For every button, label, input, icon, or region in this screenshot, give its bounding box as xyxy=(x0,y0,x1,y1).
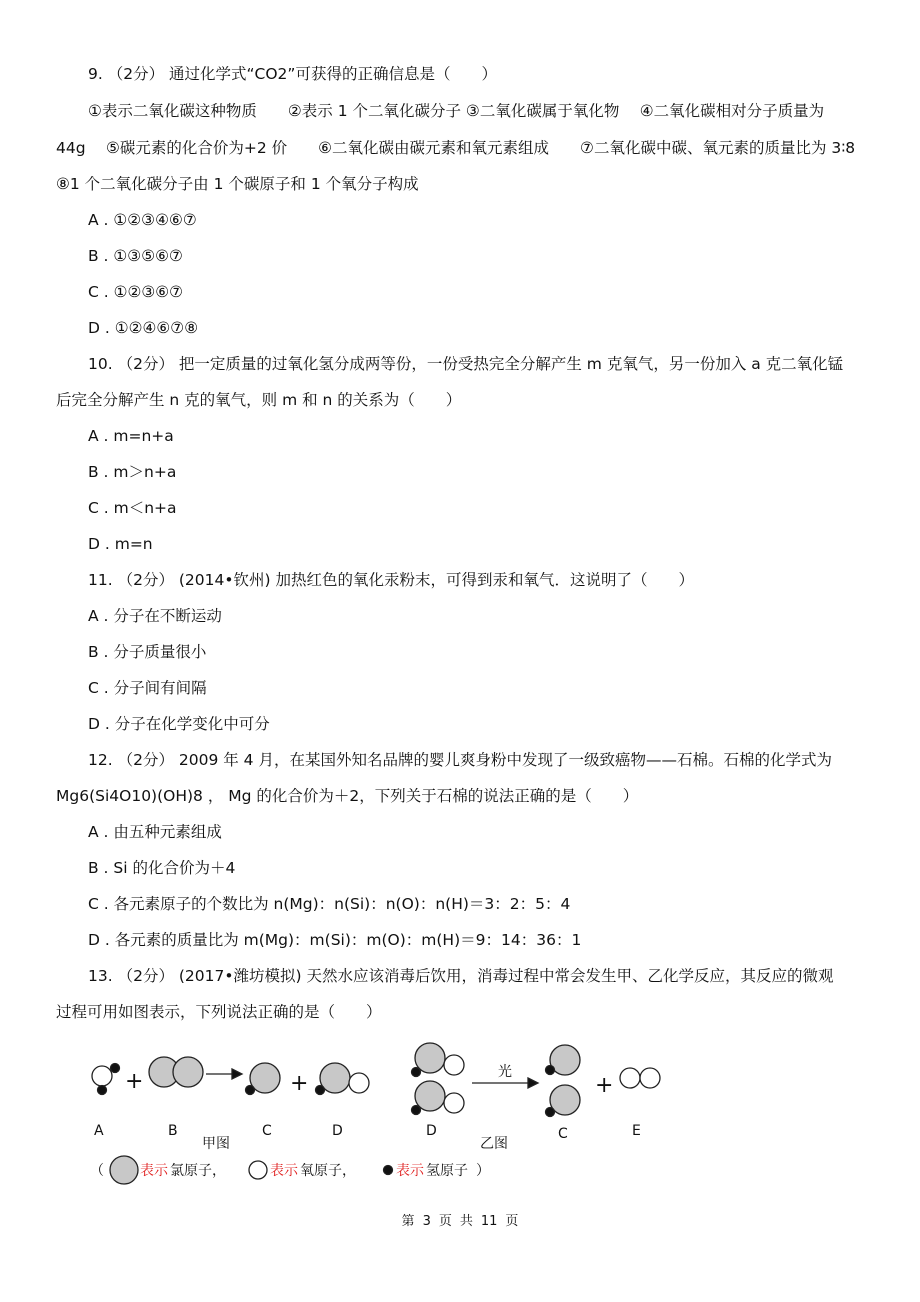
page-footer xyxy=(0,1210,920,1229)
molecule-d xyxy=(316,1063,370,1095)
q13-stem: 13. （2分） (2017•潍坊模拟) 天然水应该消毒后饮用，消毒过程中常会发生甲、乙化学反应，其反应的微观 xyxy=(88,967,834,985)
footer-p3: 共 xyxy=(459,1214,473,1229)
footer-p2: 页 xyxy=(438,1214,452,1229)
legend-h-circle xyxy=(384,1166,393,1175)
light-arrow-head xyxy=(528,1078,538,1088)
legend-open: （ xyxy=(90,1163,104,1179)
molecule-c-bottom xyxy=(546,1085,581,1117)
q9-option-d[interactable]: D . ①②④⑥⑦⑧ xyxy=(88,319,199,337)
legend-close: ） xyxy=(476,1163,490,1179)
plus-sign: + xyxy=(290,1071,309,1096)
footer-page: 3 xyxy=(422,1214,431,1229)
q11-option-d[interactable]: D . 分子在化学变化中可分 xyxy=(88,715,270,733)
q12-option-c[interactable]: C . 各元素原子的个数比为 n(Mg)：n(Si)：n(O)：n(H)＝3：2：5：4 xyxy=(88,895,571,913)
label-c2: C xyxy=(558,1126,568,1142)
arrow-head xyxy=(232,1069,242,1079)
label-b: B xyxy=(168,1123,178,1139)
legend-cl: 氯原子， xyxy=(170,1163,226,1179)
label-e: E xyxy=(632,1123,641,1139)
q12-option-b[interactable]: B . Si 的化合价为＋4 xyxy=(88,859,236,877)
label-jia: 甲图 xyxy=(202,1136,230,1152)
q12-option-d[interactable]: D . 各元素的质量比为 m(Mg)：m(Si)：m(O)：m(H)＝9：14：36：1 xyxy=(88,931,582,949)
molecule-e xyxy=(620,1068,660,1088)
q9-option-a[interactable]: A . ①②③④⑥⑦ xyxy=(88,211,197,229)
q11-option-a[interactable]: A . 分子在不断运动 xyxy=(88,607,222,625)
legend-cl-circle xyxy=(110,1156,138,1184)
q10-option-c[interactable]: C . m＜n+a xyxy=(88,499,177,517)
footer-p4: 页 xyxy=(505,1214,519,1229)
molecule-c xyxy=(246,1063,281,1095)
q11-stem: 11. （2分） (2014•钦州) 加热红色的氧化汞粉末，可得到汞和氧气．这说明了（ ） xyxy=(88,571,694,589)
q9-line3: 44g ⑤碳元素的化合价为+2 价 ⑥二氧化碳由碳元素和氧元素组成 ⑦二氧化碳中碳、氧元素的质量比为 3∶8 xyxy=(56,139,856,157)
q9-line4: ⑧1 个二氧化碳分子由 1 个碳原子和 1 个氧分子构成 xyxy=(56,175,419,193)
q12-stem: 12. （2分） 2009 年 4 月，在某国外知名品牌的婴儿爽身粉中发现了一级致癌物——石棉。石棉的化学式为 xyxy=(88,751,832,769)
label-light: 光 xyxy=(498,1064,512,1080)
plus-sign: + xyxy=(125,1069,144,1094)
legend-represents-3: 表示 xyxy=(396,1163,424,1179)
reaction-diagram xyxy=(80,1040,700,1190)
q11-option-b[interactable]: B . 分子质量很小 xyxy=(88,643,207,661)
q9-line2: ①表示二氧化碳这种物质 ②表示 1 个二氧化碳分子 ③二氧化碳属于氧化物 ④二氧化碳相对分子质量为 xyxy=(88,102,825,120)
molecule-c-top xyxy=(546,1045,581,1075)
q11-option-c[interactable]: C . 分子间有间隔 xyxy=(88,679,207,697)
q9-option-b[interactable]: B . ①③⑤⑥⑦ xyxy=(88,247,183,265)
label-d: D xyxy=(332,1123,343,1139)
label-c: C xyxy=(262,1123,272,1139)
legend-o-circle xyxy=(249,1161,267,1179)
plus-sign: + xyxy=(595,1073,614,1098)
q10-option-b[interactable]: B . m＞n+a xyxy=(88,463,177,481)
molecule-d-top xyxy=(412,1043,465,1077)
legend-represents-2: 表示 xyxy=(270,1163,298,1179)
q10-option-a[interactable]: A . m=n+a xyxy=(88,427,174,445)
legend-o: 氧原子， xyxy=(300,1163,356,1179)
q12-line2: Mg6(Si4O10)(OH)8 ， Mg 的化合价为＋2，下列关于石棉的说法正确的是（ ） xyxy=(56,787,639,805)
label-a: A xyxy=(94,1123,104,1139)
molecule-b xyxy=(149,1057,203,1087)
q10-stem: 10. （2分） 把一定质量的过氧化氢分成两等份，一份受热完全分解产生 m 克氧气，另一份加入 a 克二氧化锰 xyxy=(88,355,844,373)
legend-h: 氢原子 xyxy=(426,1163,468,1179)
molecule-a xyxy=(92,1064,120,1095)
label-yi: 乙图 xyxy=(480,1136,508,1152)
q9-option-c[interactable]: C . ①②③⑥⑦ xyxy=(88,283,184,301)
q12-option-a[interactable]: A . 由五种元素组成 xyxy=(88,823,222,841)
footer-p1: 第 xyxy=(401,1214,415,1229)
molecule-d-bottom xyxy=(412,1081,465,1115)
label-d2: D xyxy=(426,1123,437,1139)
q13-line2: 过程可用如图表示，下列说法正确的是（ ） xyxy=(56,1003,382,1021)
q10-option-d[interactable]: D . m=n xyxy=(88,535,153,553)
footer-total: 11 xyxy=(480,1214,498,1229)
legend-represents-1: 表示 xyxy=(140,1163,168,1179)
q9-stem: 9. （2分） 通过化学式“CO2”可获得的正确信息是（ ） xyxy=(88,65,497,83)
q10-line2: 后完全分解产生 n 克的氧气，则 m 和 n 的关系为（ ） xyxy=(56,391,462,409)
